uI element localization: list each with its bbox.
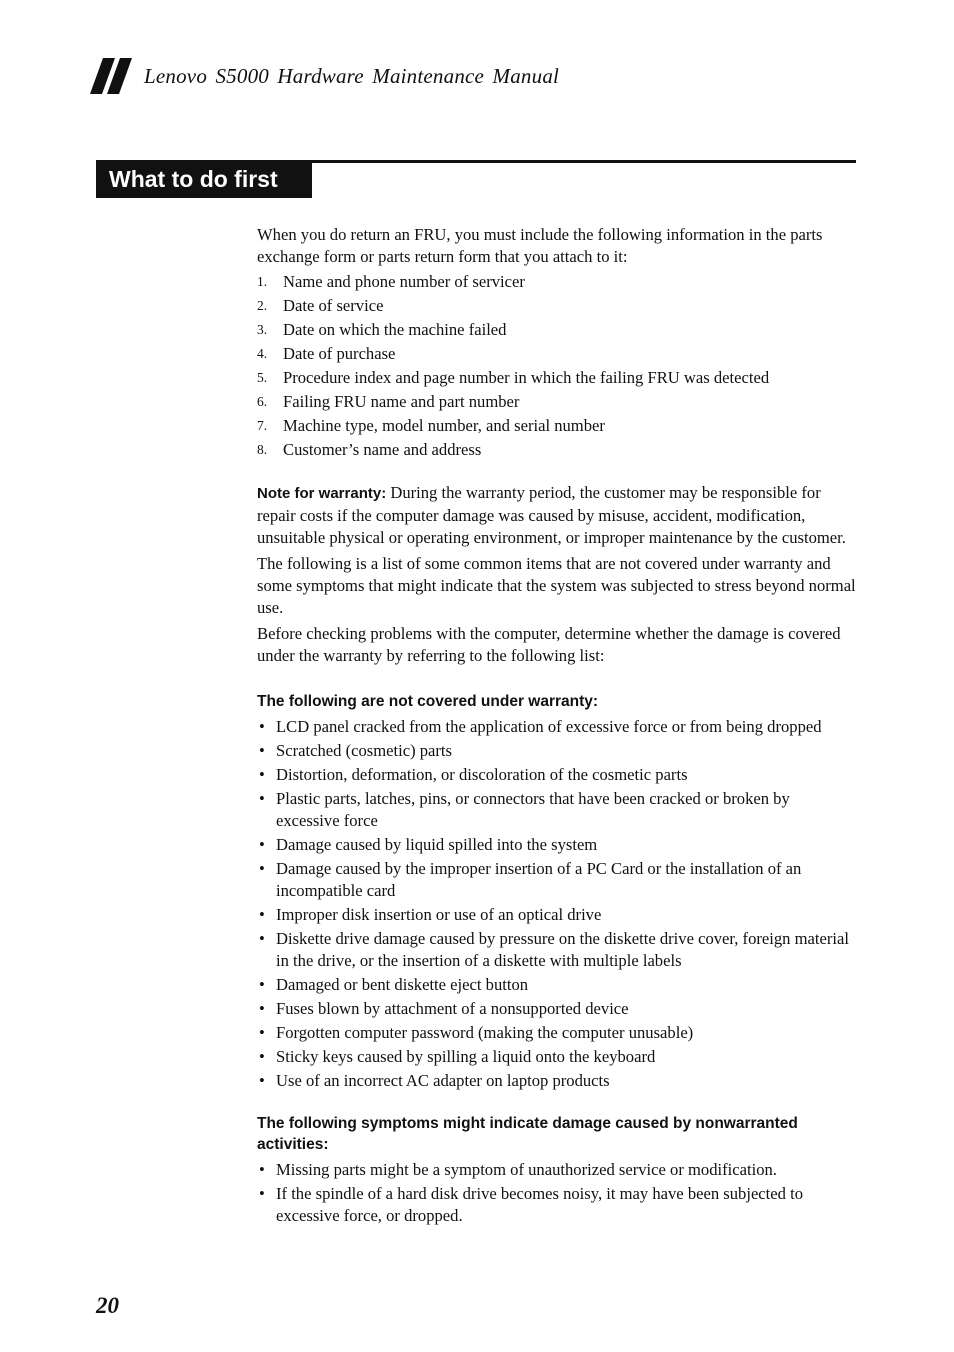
bullet-icon: •: [259, 975, 265, 994]
list-item-text: LCD panel cracked from the application of excessive force or from being dropped: [276, 717, 822, 736]
bullet-icon: •: [259, 741, 265, 760]
list-item-text: Damage caused by the improper insertion of a PC Card or the installation of an incompatible card: [276, 859, 802, 900]
list-item: [257, 1183, 857, 1227]
list-item: [257, 764, 857, 786]
list-item-number: 6.: [257, 394, 268, 409]
list-item: [257, 438, 857, 462]
warranty-note-label: Note for warranty:: [257, 485, 387, 502]
list-item-text: Date on which the machine failed: [283, 320, 507, 339]
return-info-list: [257, 270, 857, 462]
manual-title: Lenovo S5000 Hardware Maintenance Manual: [144, 63, 560, 88]
running-header: [90, 58, 559, 94]
list-item: [257, 1070, 857, 1092]
list-item: [257, 1022, 857, 1044]
list-item: [257, 716, 857, 738]
bullet-icon: •: [259, 789, 265, 808]
list-item-number: 8.: [257, 442, 268, 457]
main-content: [257, 224, 857, 1229]
list-item: [257, 342, 857, 366]
bullet-icon: •: [259, 859, 265, 878]
list-item: [257, 974, 857, 996]
list-item: [257, 998, 857, 1020]
list-item: [257, 1159, 857, 1181]
not-covered-list: [257, 716, 857, 1092]
page-number: 20: [96, 1293, 119, 1318]
bullet-icon: •: [259, 1160, 265, 1179]
list-item-number: 1.: [257, 274, 268, 289]
list-item: [257, 834, 857, 856]
list-item: [257, 904, 857, 926]
list-item-number: 7.: [257, 418, 268, 433]
list-item-text: Plastic parts, latches, pins, or connectors that have been cracked or broken by excessive force: [276, 789, 790, 830]
list-item-text: Date of service: [283, 296, 384, 315]
before-checking-paragraph: Before checking problems with the computer, determine whether the damage is covered under the warranty by referring to the following list:: [257, 624, 841, 665]
list-item-text: Improper disk insertion or use of an optical drive: [276, 905, 602, 924]
list-item: [257, 414, 857, 438]
bullet-icon: •: [259, 1184, 265, 1203]
list-item-number: 4.: [257, 346, 268, 361]
list-item-text: Scratched (cosmetic) parts: [276, 741, 453, 760]
list-item-text: Damage caused by liquid spilled into the system: [276, 835, 598, 854]
list-item-text: Use of an incorrect AC adapter on laptop products: [276, 1071, 610, 1090]
list-item-number: 5.: [257, 370, 268, 385]
bullet-icon: •: [259, 1071, 265, 1090]
list-item-text: Machine type, model number, and serial number: [283, 416, 605, 435]
list-item: [257, 366, 857, 390]
double-slash-logo-icon: [90, 58, 134, 94]
list-item-text: Name and phone number of servicer: [283, 272, 525, 291]
list-item-text: Date of purchase: [283, 344, 396, 363]
bullet-icon: •: [259, 999, 265, 1018]
list-item: [257, 390, 857, 414]
list-item-number: 2.: [257, 298, 268, 313]
bullet-icon: •: [259, 765, 265, 784]
list-item-text: If the spindle of a hard disk drive becomes noisy, it may have been subjected to excessive force, or dropped.: [276, 1184, 804, 1225]
list-item-text: Customer’s name and address: [283, 440, 482, 459]
section-title: What to do first: [96, 160, 312, 198]
list-item: [257, 1046, 857, 1068]
warranty-note: [257, 482, 857, 549]
list-item-text: Sticky keys caused by spilling a liquid onto the keyboard: [276, 1047, 656, 1066]
list-item-text: Diskette drive damage caused by pressure on the diskette drive cover, foreign material in the drive, or the insertion of a diskette with multiple labels: [276, 929, 849, 970]
symptoms-list: [257, 1159, 857, 1227]
list-item-text: Missing parts might be a symptom of unauthorized service or modification.: [276, 1160, 777, 1179]
list-item: [257, 788, 857, 832]
list-item-text: Forgotten computer password (making the computer unusable): [276, 1023, 694, 1042]
list-item-text: Distortion, deformation, or discoloration of the cosmetic parts: [276, 765, 688, 784]
not-covered-heading: The following are not covered under warranty:: [257, 693, 599, 710]
bullet-icon: •: [259, 717, 265, 736]
list-item: [257, 270, 857, 294]
list-item: [257, 858, 857, 902]
list-item-number: 3.: [257, 322, 268, 337]
list-item-text: Damaged or bent diskette eject button: [276, 975, 529, 994]
symptoms-heading: The following symptoms might indicate damage caused by nonwarranted activities:: [257, 1115, 798, 1153]
list-item: [257, 294, 857, 318]
bullet-icon: •: [259, 835, 265, 854]
list-item: [257, 740, 857, 762]
list-item-text: Failing FRU name and part number: [283, 392, 520, 411]
bullet-icon: •: [259, 905, 265, 924]
intro-paragraph: When you do return an FRU, you must include the following information in the parts exchange form or parts return form that you attach to it:: [257, 225, 823, 266]
warranty-note-text: During the warranty period, the customer may be responsible for repair costs if the computer damage was caused by misuse, accident, modification, unsuitable physical or operating environment, or improper maintenance by the customer.: [257, 483, 846, 547]
list-item-text: Fuses blown by attachment of a nonsupported device: [276, 999, 629, 1018]
list-item: [257, 318, 857, 342]
bullet-icon: •: [259, 929, 265, 948]
bullet-icon: •: [259, 1023, 265, 1042]
not-covered-intro-paragraph: The following is a list of some common items that are not covered under warranty and some symptoms that might indicate that the system was subjected to stress beyond normal use.: [257, 554, 856, 617]
bullet-icon: •: [259, 1047, 265, 1066]
list-item-text: Procedure index and page number in which the failing FRU was detected: [283, 368, 770, 387]
list-item: [257, 928, 857, 972]
